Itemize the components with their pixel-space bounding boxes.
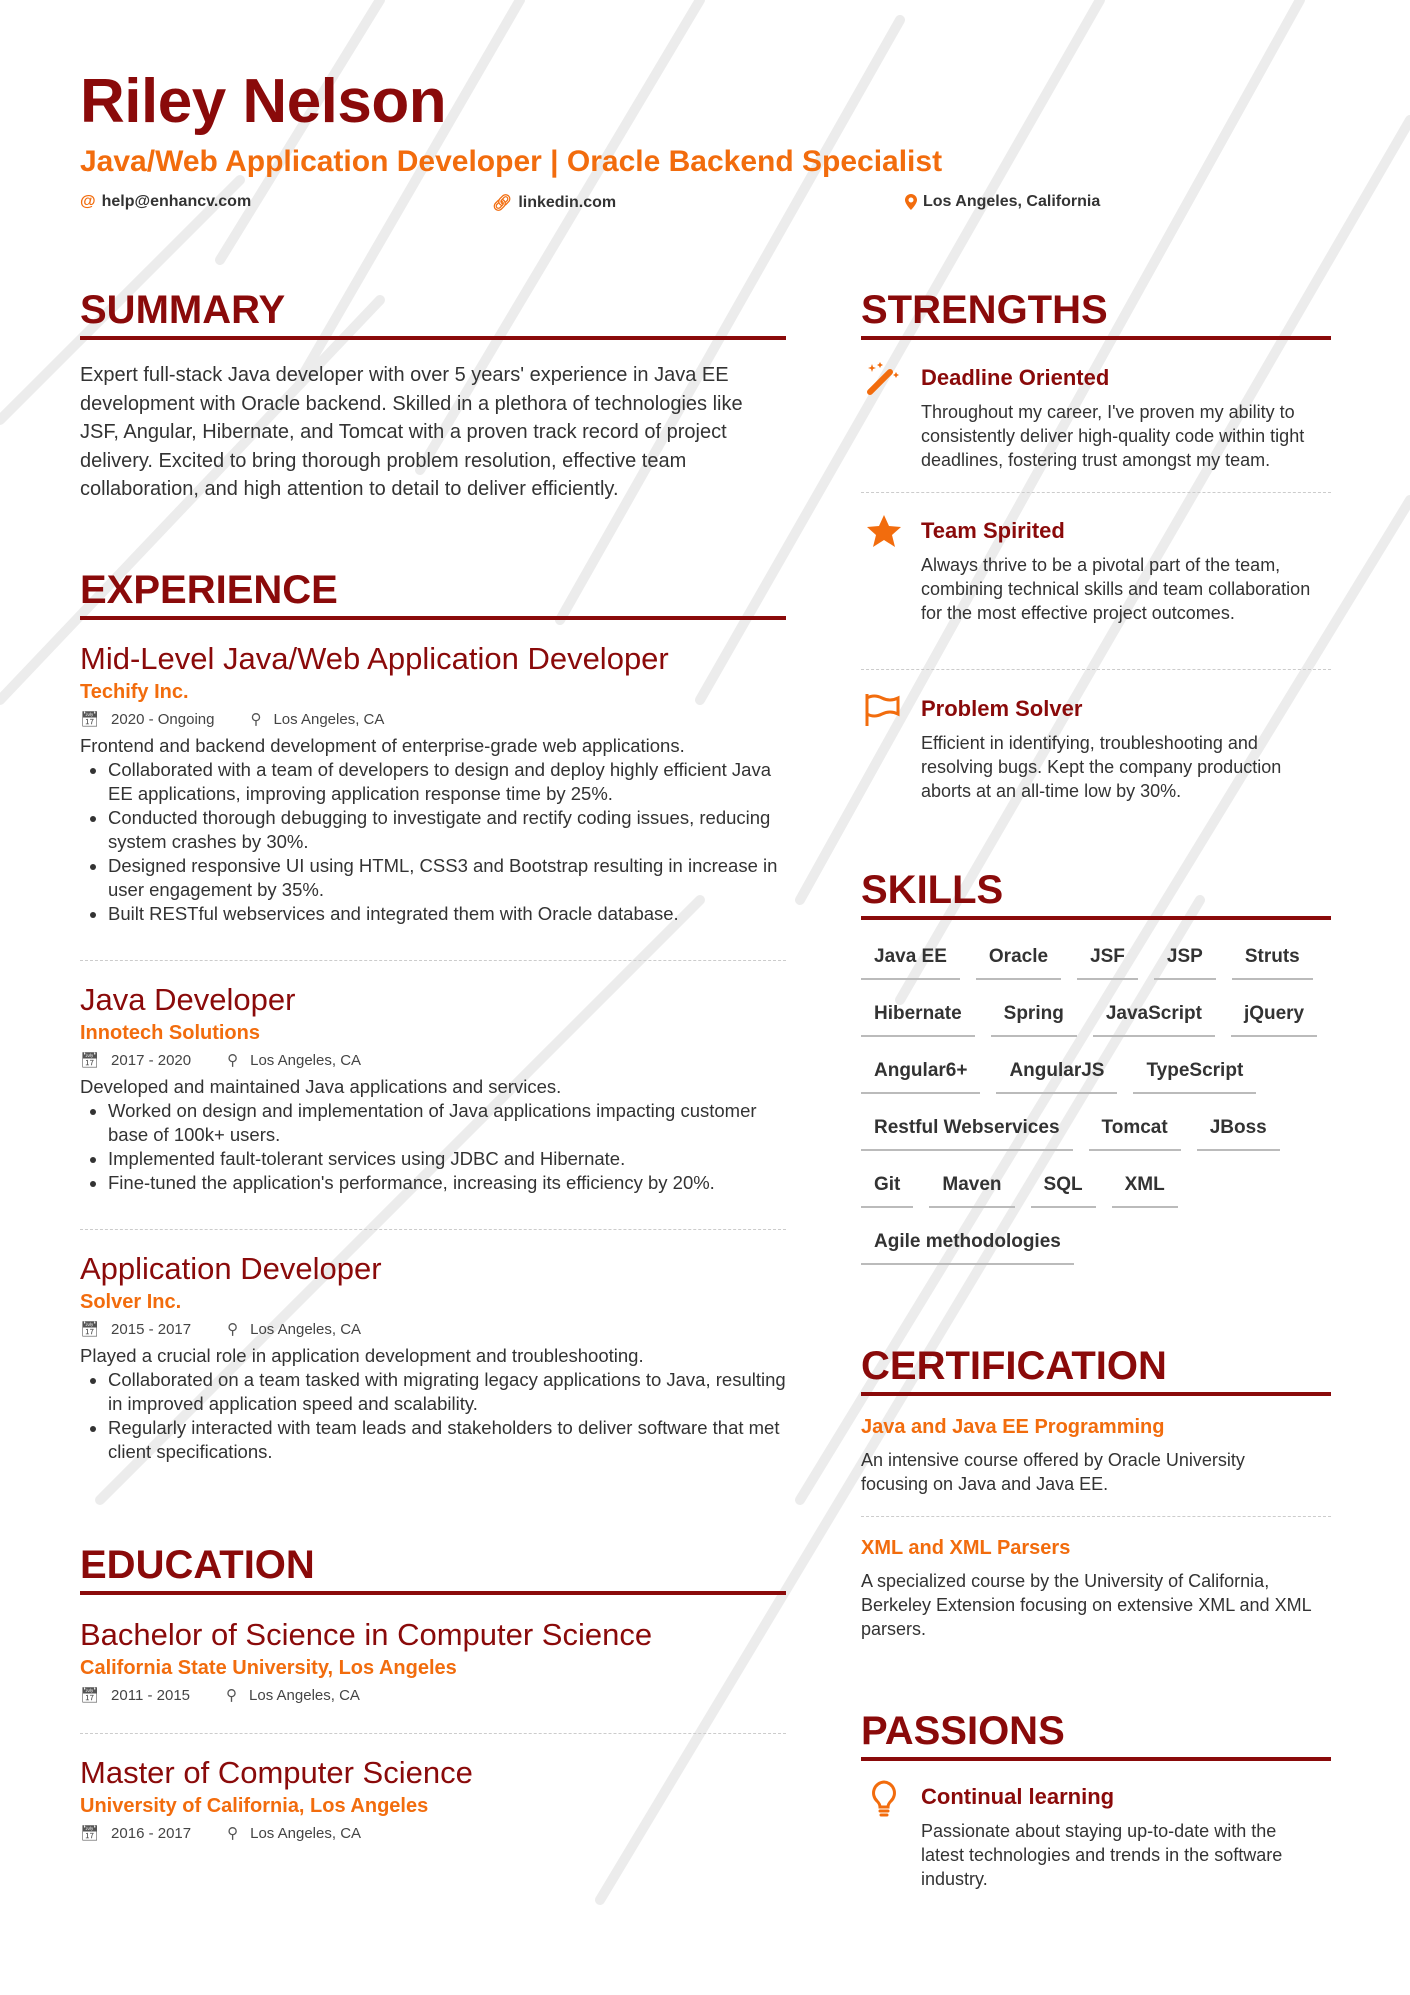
education-heading: EDUCATION (80, 1543, 786, 1595)
skill-tag: Java EE (861, 940, 960, 980)
location-text: Los Angeles, California (923, 193, 1101, 210)
skill-tag: Angular6+ (861, 1054, 980, 1094)
job-title: Application Developer (80, 1251, 382, 1286)
contact-linkedin[interactable] (492, 193, 616, 213)
edu-location: Los Angeles, CA (249, 1687, 360, 1704)
school: University of California, Los Angeles (80, 1795, 429, 1817)
experience-heading: EXPERIENCE (80, 568, 786, 620)
strength-title: Team Spirited (921, 518, 1065, 543)
job-bullets (108, 758, 786, 926)
link-icon: 🔗︎ (492, 195, 513, 212)
school: California State University, Los Angeles (80, 1657, 457, 1679)
job-location: Los Angeles, CA (250, 1321, 362, 1338)
edu-location: Los Angeles, CA (250, 1825, 362, 1842)
job-title: Java Developer (80, 982, 296, 1017)
skill-tag: SQL (1031, 1168, 1096, 1208)
skill-tag: Hibernate (861, 997, 975, 1037)
job-dates: 2020 - Ongoing (111, 711, 215, 728)
location-pin-icon (905, 194, 917, 210)
bullet: • Regularly interacted with team leads and stakeholders to deliver software that met client specifications. (108, 1416, 786, 1464)
passion-title: Continual learning (921, 1784, 1115, 1809)
star-icon (864, 512, 904, 552)
skill-tag: JSP (1154, 940, 1216, 980)
skill-tag: TypeScript (1133, 1054, 1256, 1094)
divider (80, 1229, 786, 1230)
cert-title: Java and Java EE Programming (861, 1416, 1165, 1438)
contact-email[interactable] (80, 193, 251, 211)
location-pin-icon: ⚲ (226, 1687, 238, 1704)
skill-tag: JBoss (1197, 1111, 1280, 1151)
cert-title: XML and XML Parsers (861, 1537, 1071, 1559)
candidate-name: Riley Nelson (80, 67, 447, 136)
company-name: Techify Inc. (80, 681, 189, 703)
cert-text: A specialized course by the University of California, Berkeley Extension focusing on extensive XML and XML parsers. (861, 1571, 1311, 1639)
skill-tag: Oracle (976, 940, 1061, 980)
lightbulb-icon (864, 1778, 904, 1818)
divider (861, 492, 1331, 493)
edu-dates: 2016 - 2017 (111, 1825, 192, 1842)
headline: Java/Web Application Developer | Oracle Backend Specialist (80, 145, 943, 178)
job-bullets (108, 1368, 786, 1464)
skill-tag: jQuery (1231, 997, 1317, 1037)
strength-title: Problem Solver (921, 696, 1083, 721)
skill-tag: Maven (929, 1168, 1014, 1208)
location-pin-icon: ⚲ (227, 1052, 239, 1069)
job-description: Frontend and backend development of enterprise-grade web applications. (80, 735, 685, 756)
education-entry (80, 1616, 786, 1710)
job-entry (80, 1250, 786, 1464)
contact-location (905, 193, 1100, 211)
skill-tag: Struts (1232, 940, 1313, 980)
education-entry (80, 1754, 786, 1848)
at-icon: @ (80, 193, 96, 210)
calendar-icon: 📅︎ (80, 1687, 100, 1704)
job-entry (80, 640, 786, 926)
company-name: Solver Inc. (80, 1291, 182, 1313)
skill-tag: Agile methodologies (861, 1225, 1074, 1265)
job-dates: 2015 - 2017 (111, 1321, 192, 1338)
skill-tag: XML (1112, 1168, 1178, 1208)
passions-heading: PASSIONS (861, 1709, 1331, 1761)
company-name: Innotech Solutions (80, 1022, 260, 1044)
skill-tag: Tomcat (1089, 1111, 1181, 1151)
skill-tag: JavaScript (1093, 997, 1215, 1037)
bullet: • Implemented fault-tolerant services using JDBC and Hibernate. (108, 1147, 786, 1171)
divider (861, 1516, 1331, 1517)
skills-heading: SKILLS (861, 868, 1331, 920)
skill-tag: AngularJS (996, 1054, 1117, 1094)
calendar-icon: 📅︎ (80, 1825, 100, 1842)
skill-tag: Restful Webservices (861, 1111, 1073, 1151)
skill-tag: Git (861, 1168, 913, 1208)
bullet: • Built RESTful webservices and integrated them with Oracle database. (108, 902, 786, 926)
bullet: • Collaborated on a team tasked with migrating legacy applications to Java, resulting in improved application speed and scalability. (108, 1368, 786, 1416)
job-bullets (108, 1099, 786, 1195)
location-pin-icon: ⚲ (227, 1321, 239, 1338)
calendar-icon: 📅︎ (80, 711, 100, 728)
bullet: • Fine-tuned the application's performance, increasing its efficiency by 20%. (108, 1171, 786, 1195)
job-entry (80, 981, 786, 1195)
strength-text: Throughout my career, I've proven my ability to consistently deliver high-quality code within tight deadlines, fostering trust amongst my team. (921, 402, 1305, 470)
job-title: Mid-Level Java/Web Application Developer (80, 641, 669, 676)
calendar-icon: 📅︎ (80, 1052, 100, 1069)
linkedin-text: linkedin.com (518, 194, 617, 211)
strengths-heading: STRENGTHS (861, 288, 1331, 340)
job-location: Los Angeles, CA (250, 1052, 362, 1069)
location-pin-icon: ⚲ (227, 1825, 239, 1842)
skill-tag: Spring (991, 997, 1077, 1037)
calendar-icon: 📅︎ (80, 1321, 100, 1338)
bullet: • Worked on design and implementation of Java applications impacting customer base of 100k+ users. (108, 1099, 786, 1147)
email-text: help@enhancv.com (101, 193, 252, 210)
summary-text: Expert full-stack Java developer with over 5 years' experience in Java EE development with Oracle backend. Skilled in a plethora of technologies like JSF, Angular, Hibernate, and Tomcat with a proven track record of project delivery. Excited to bring thorough problem resolution, effective team collaboration, and high attention to detail to deliver efficiently. (80, 364, 743, 500)
job-description: Played a crucial role in application development and troubleshooting. (80, 1345, 644, 1366)
flag-icon (864, 690, 904, 730)
skill-tag: JSF (1077, 940, 1138, 980)
divider (861, 669, 1331, 670)
summary-heading: SUMMARY (80, 288, 786, 340)
bullet: • Collaborated with a team of developers to design and deploy highly efficient Java EE applications, improving application response time by 25%. (108, 758, 786, 806)
skills-list (861, 940, 1341, 1265)
certification-heading: CERTIFICATION (861, 1344, 1331, 1396)
bullet: • Designed responsive UI using HTML, CSS3 and Bootstrap resulting in increase in user engagement by 35%. (108, 854, 786, 902)
degree: Bachelor of Science in Computer Science (80, 1617, 653, 1652)
divider (80, 960, 786, 961)
divider (80, 1733, 786, 1734)
passion-text: Passionate about staying up-to-date with the latest technologies and trends in the software industry. (921, 1821, 1283, 1889)
bullet: • Conducted thorough debugging to investigate and rectify coding issues, reducing system crashes by 30%. (108, 806, 786, 854)
location-pin-icon: ⚲ (250, 711, 262, 728)
strength-text: Always thrive to be a pivotal part of the team, combining technical skills and team collaboration for the most effective project outcomes. (921, 555, 1311, 623)
strength-title: Deadline Oriented (921, 365, 1110, 390)
strength-text: Efficient in identifying, troubleshooting and resolving bugs. Kept the company production aborts at an all-time low by 30%. (921, 733, 1282, 801)
edu-dates: 2011 - 2015 (111, 1687, 191, 1704)
cert-text: An intensive course offered by Oracle University focusing on Java and Java EE. (861, 1450, 1245, 1494)
magic-wand-icon (864, 358, 904, 398)
degree: Master of Computer Science (80, 1755, 473, 1790)
job-location: Los Angeles, CA (273, 711, 385, 728)
job-description: Developed and maintained Java applications and services. (80, 1076, 562, 1097)
job-dates: 2017 - 2020 (111, 1052, 192, 1069)
